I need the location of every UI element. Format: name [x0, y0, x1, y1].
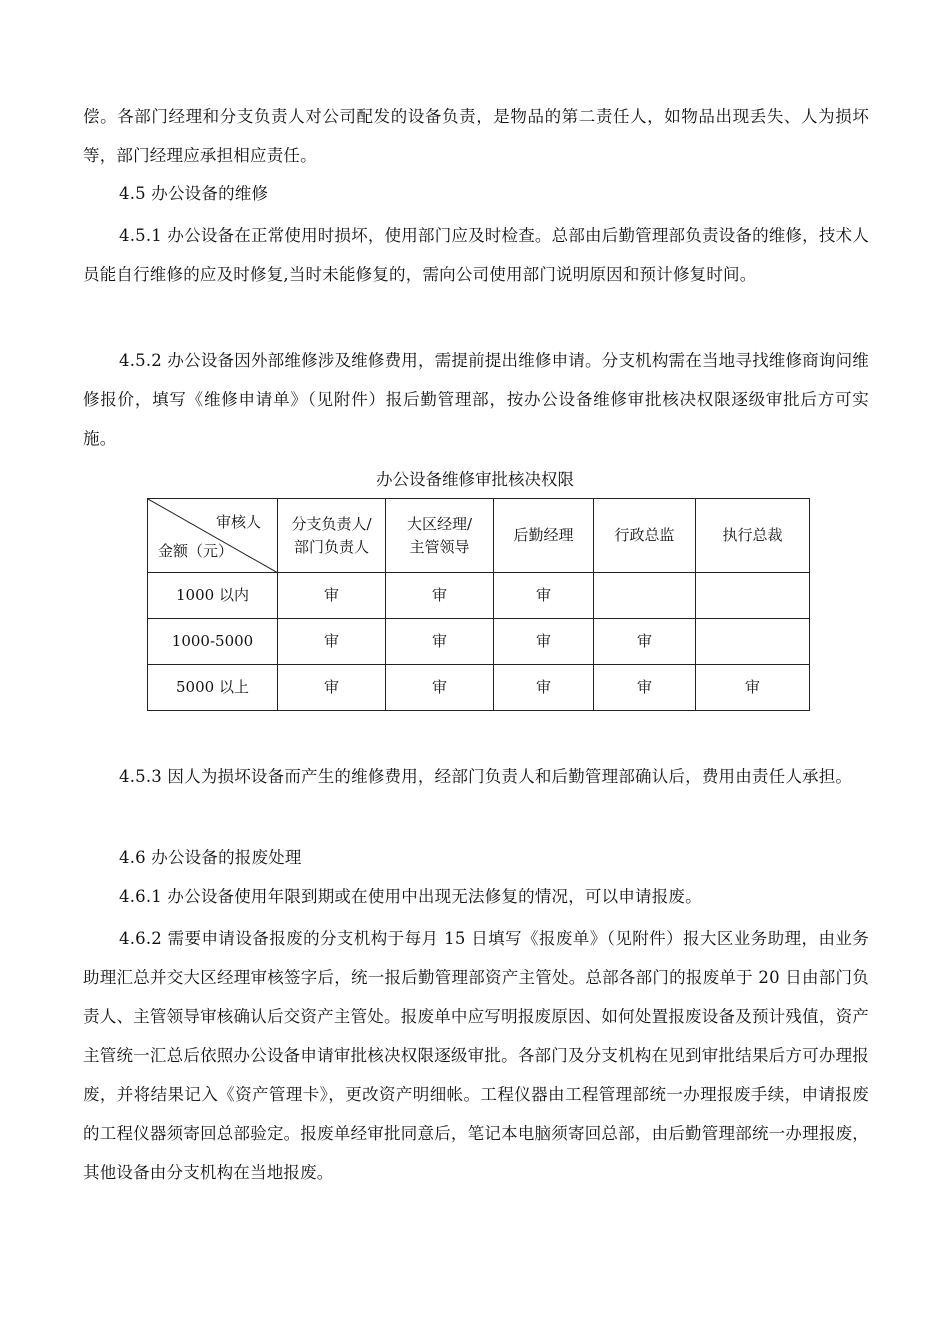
table-corner-cell	[148, 499, 278, 573]
approval-cell	[696, 619, 810, 665]
paragraph-responsibility: 偿。各部门经理和分支负责人对公司配发的设备负责，是物品的第二责任人，如物品出现丢失、人为损坏等，部门经理应承担相应责任。	[83, 107, 869, 165]
approval-cell: 审	[278, 665, 386, 711]
table-row	[148, 665, 810, 711]
approval-cell: 审	[494, 619, 594, 665]
paragraph-4-6-1: 4.6.1 办公设备使用年限到期或在使用中出现无法修复的情况，可以申请报废。	[119, 887, 702, 906]
header-cell	[278, 499, 386, 573]
heading-4-5: 4.5 办公设备的维修	[119, 184, 269, 203]
approval-cell: 审	[696, 665, 810, 711]
approval-cell: 审	[386, 619, 494, 665]
approval-cell: 审	[278, 573, 386, 619]
heading-4-6: 4.6 办公设备的报废处理	[119, 848, 302, 867]
approval-cell: 审	[494, 573, 594, 619]
paragraph-4-5-1: 4.5.1 办公设备在正常使用时损坏，使用部门应及时检查。总部由后勤管理部负责设备的维修，技术人员能自行维修的应及时修复,当时未能修复的，需向公司使用部门说明原因和预计修复时间。	[83, 226, 869, 284]
header-line-1: 大区经理/	[406, 514, 473, 533]
header-line-2: 部门负责人	[293, 537, 369, 556]
paragraph-4-5-3: 4.5.3 因人为损坏设备而产生的维修费用，经部门负责人和后勤管理部确认后，费用由责任人承担。	[119, 767, 853, 786]
corner-label-approver: 审核人	[215, 513, 261, 531]
approval-cell: 审	[386, 573, 494, 619]
header-line-2: 主管领导	[409, 537, 470, 556]
amount-cell: 1000-5000	[148, 619, 278, 665]
header-line-1: 分支负责人/	[291, 514, 372, 533]
paragraph-4-6-2: 4.6.2 需要申请设备报废的分支机构于每月 15 日填写《报废单》（见附件）报大区业务助理，由业务助理汇总并交大区经理审核签字后，统一报后勤管理部资产主管处。总部各部门的报废单于 20 日由部门负责人、主管领导审核确认后交资产主管处。报废单中应写明报废原因、如何处置报废设备及预计残值，资产主管统一汇总后依照办公设备申请审批核决权限逐级审批。各部门及分支机构在见到审批结果后方可办理报废，并将结果记入《资产管理卡》，更改资产明细帐。工程仪器由工程管理部统一办理报废手续，申请报废的工程仪器须寄回总部验定。报废单经审批同意后，笔记本电脑须寄回总部，由后勤管理部统一办理报废，其他设备由分支机构在当地报废。	[83, 929, 869, 1182]
table-row	[148, 573, 810, 619]
header-cell	[494, 499, 594, 573]
amount-cell: 5000 以上	[148, 665, 278, 711]
amount-cell: 1000 以内	[148, 573, 278, 619]
approval-cell: 审	[278, 619, 386, 665]
approval-cell: 审	[594, 619, 696, 665]
approval-cell: 审	[594, 665, 696, 711]
paragraph-4-5-2: 4.5.2 办公设备因外部维修涉及维修费用，需提前提出维修申请。分支机构需在当地寻找维修商询问维修报价，填写《维修申请单》（见附件）报后勤管理部，按办公设备维修审批核决权限逐级审批后方可实施。	[83, 351, 869, 448]
table-header-row	[148, 499, 810, 573]
approval-cell	[696, 573, 810, 619]
approval-table	[147, 498, 810, 711]
approval-cell	[594, 573, 696, 619]
header-cell	[594, 499, 696, 573]
header-line-1: 后勤经理	[513, 526, 574, 544]
corner-label-amount: 金额（元）	[158, 542, 234, 560]
header-line-1: 执行总裁	[722, 526, 783, 544]
table-title: 办公设备维修审批核决权限	[376, 470, 574, 489]
table-row	[148, 619, 810, 665]
approval-cell: 审	[494, 665, 594, 711]
approval-cell: 审	[386, 665, 494, 711]
header-line-1: 行政总监	[614, 526, 675, 544]
header-cell	[696, 499, 810, 573]
header-cell	[386, 499, 494, 573]
